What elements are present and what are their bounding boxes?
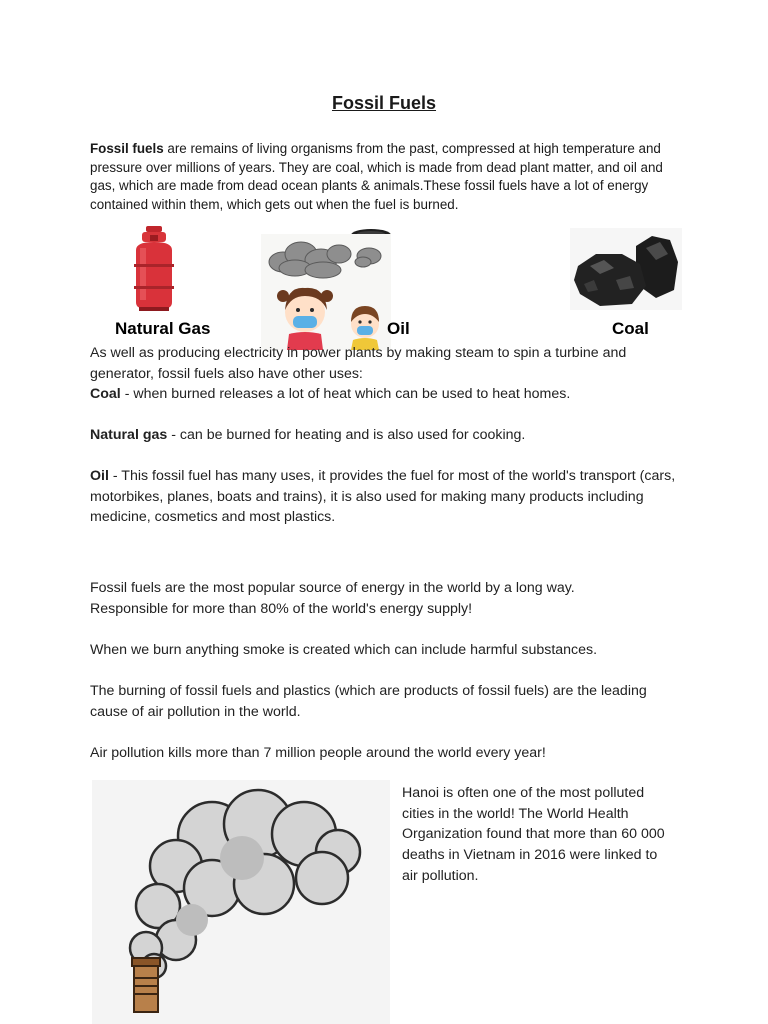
fact-paragraph-4: Air pollution kills more than 7 million people around the world every year!	[90, 745, 546, 761]
fact-paragraph-3: The burning of fossil fuels and plastics (which are products of fossil fuels) are the leading cause of air pollution in the world.	[90, 683, 647, 720]
label-oil: Oil	[387, 319, 410, 338]
gas-use	[90, 425, 690, 446]
oil-use-bold: Oil	[90, 468, 109, 484]
hanoi-paragraph: Hanoi is often one of the most polluted cities in the world! The World Health Organization found that more than 60 000 deaths in Vietnam in 2016 were linked to air pollution.	[402, 785, 665, 884]
coal-use-bold: Coal	[90, 386, 121, 403]
gas-cylinder-icon	[128, 224, 180, 312]
intro-paragraph	[90, 140, 680, 214]
coal-lumps-icon	[570, 228, 682, 310]
smokestack-icon	[92, 780, 390, 1024]
label-coal: Coal	[612, 319, 649, 338]
page-title: Fossil Fuels	[331, 93, 437, 113]
gas-use-text: - can be burned for heating and is also used for cooking.	[167, 427, 526, 443]
oil-use-text: - This fossil fuel has many uses, it provides the fuel for most of the world's transport (cars, motorbikes, planes, boats and trains), it is also used for making many products including medicine, cosmetics and most plastics.	[90, 468, 676, 526]
intro-bold: Fossil fuels	[90, 141, 164, 156]
fact-paragraph-2: When we burn anything smoke is created which can include harmful substances.	[90, 642, 598, 658]
uses-intro	[90, 343, 690, 405]
children-with-masks-icon	[261, 234, 391, 350]
label-natural-gas: Natural Gas	[115, 319, 211, 338]
gas-use-bold: Natural gas	[90, 427, 168, 443]
coal-use-text: - when burned releases a lot of heat which can be used to heat homes.	[120, 386, 571, 403]
uses-intro-line1: As well as producing electricity in power plants by making steam to spin a turbine and	[90, 345, 627, 361]
oil-use	[90, 466, 680, 528]
uses-intro-line2: generator, fossil fuels also have other uses:	[90, 365, 363, 382]
fact-paragraph-1: Fossil fuels are the most popular source of energy in the world by a long way. Responsible for more than 80% of the world's energy supply!	[90, 580, 575, 617]
intro-text: are remains of living organisms from the past, compressed at high temperature and pressure over millions of years. They are coal, which is made from dead plant matter, and oil and gas, which are made from dead ocean plants & animals.These fossil fuels have a lot of energy contained within them, which gets out when the fuel is burned.	[90, 141, 663, 212]
